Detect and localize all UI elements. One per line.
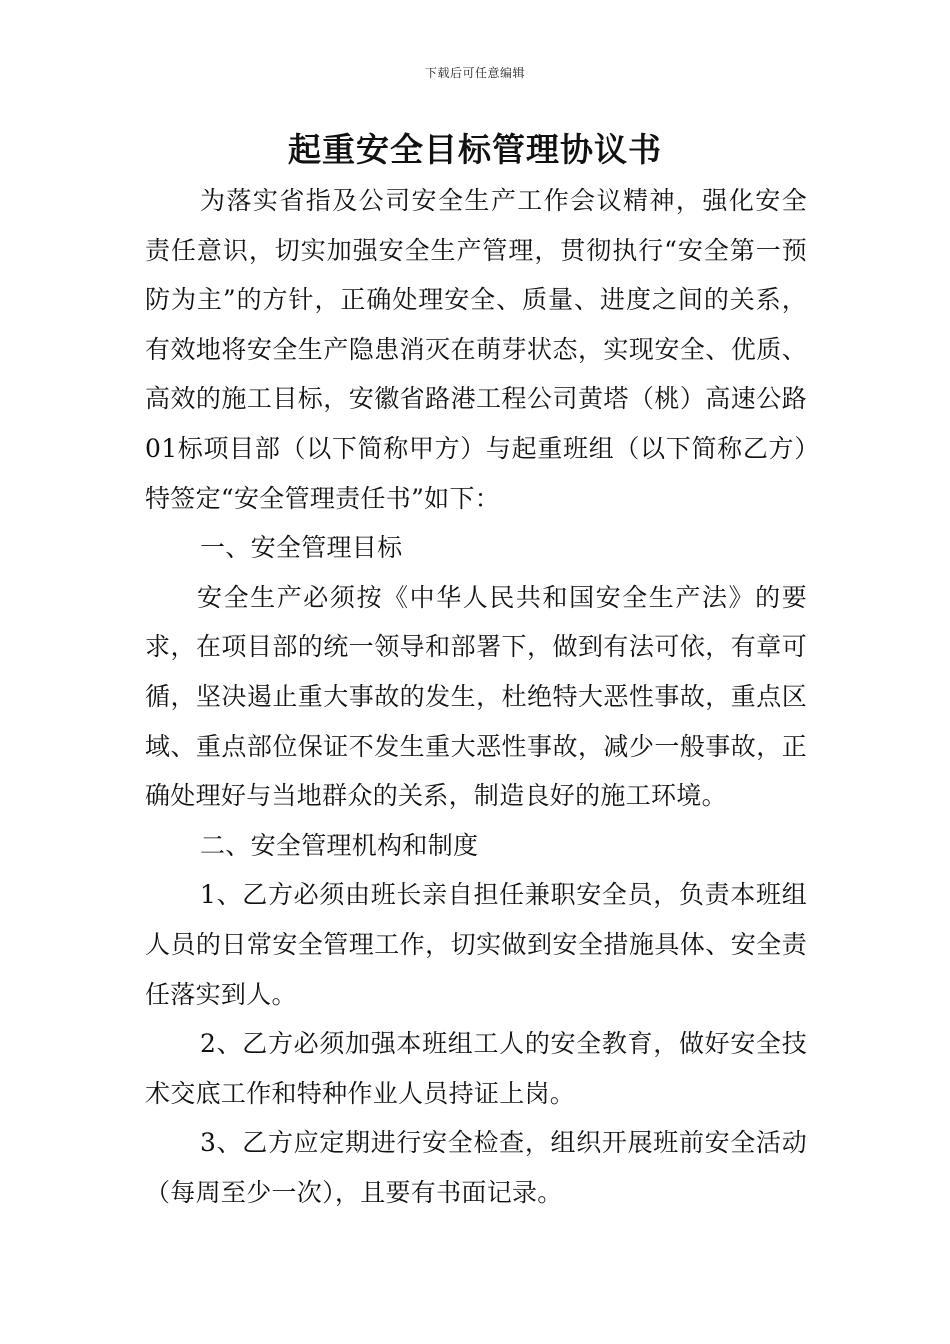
section-1-paragraph: 安全生产必须按《中华人民共和国安全生产法》的要求，在项目部的统一领导和部署下，做到有法可依，有章可循，坚决遏止重大事故的发生，杜绝特大恶性事故，重点区域、重点部位保证不发生重大恶性事故，减少一般事故，正确处理好与当地群众的关系，制造良好的施工环境。 [145, 582, 807, 811]
document-title: 起重安全目标管理协议书 [288, 130, 662, 169]
clause-1-paragraph: 1、乙方必须由班长亲自担任兼职安全员，负责本班组人员的日常安全管理工作，切实做到安全措施具体、安全责任落实到人。 [145, 880, 807, 1009]
section-heading-2: 二、安全管理机构和制度 [200, 830, 479, 860]
intro-paragraph: 为落实省指及公司安全生产工作会议精神，强化安全责任意识，切实加强安全生产管理，贯彻执行“安全第一预防为主”的方针，正确处理安全、质量、进度之间的关系，有效地将安全生产隐患消灭在萌芽状态，实现安全、优质、高效的施工目标，安徽省路港工程公司黄塔（桃）高速公路01标项目部（以下简称甲方）与起重班组（以下简称乙方）特签定“安全管理责任书”如下： [145, 186, 807, 513]
clause-3-paragraph: 3、乙方应定期进行安全检查，组织开展班前安全活动（每周至少一次），且要有书面记录。 [145, 1128, 807, 1207]
section-heading-1: 一、安全管理目标 [200, 533, 403, 563]
header-note: 下载后可任意编辑 [424, 66, 525, 80]
clause-2-paragraph: 2、乙方必须加强本班组工人的安全教育，做好安全技术交底工作和特种作业人员持证上岗。 [145, 1029, 807, 1108]
document-body [145, 176, 807, 1217]
